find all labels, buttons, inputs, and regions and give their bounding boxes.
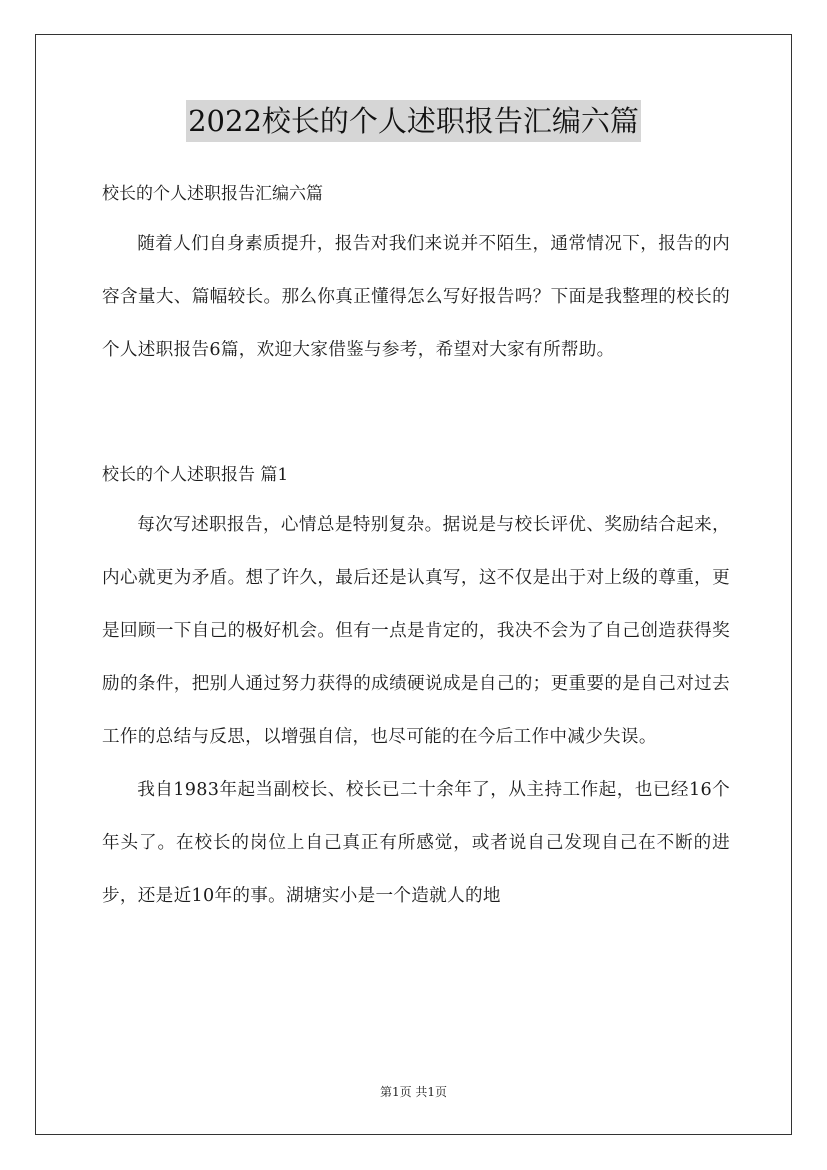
page-number: 第1页 共1页 [379,1085,448,1099]
body-paragraph: 每次写述职报告，心情总是特别复杂。据说是与校长评优、奖励结合起来，内心就更为矛盾。想了许久，最后还是认真写，这不仅是出于对上级的尊重，更是回顾一下自己的极好机会。但有一点是肯定的，我决不会为了自己创造获得奖励的条件，把别人通过努力获得的成绩硬说成是自己的；更重要的是自己对过去工作的总结与反思，以增强自信，也尽可能的在今后工作中减少失误。 [102,515,730,747]
title-container [0,100,827,142]
document-body [102,170,730,923]
section-heading: 校长的个人述职报告 篇1 [102,465,289,485]
document-subtitle: 校长的个人述职报告汇编六篇 [102,184,323,204]
document-title: 2022校长的个人述职报告汇编六篇 [186,100,641,142]
page-footer [0,1083,827,1101]
intro-paragraph: 随着人们自身素质提升，报告对我们来说并不陌生，通常情况下，报告的内容含量大、篇幅较长。那么你真正懂得怎么写好报告吗？下面是我整理的校长的个人述职报告6篇，欢迎大家借鉴与参考，希望对大家有所帮助。 [102,234,730,360]
section-gap [102,377,730,451]
body-paragraph: 我自1983年起当副校长、校长已二十余年了，从主持工作起，也已经16个年头了。在校长的岗位上自己真正有所感觉，或者说自己发现自己在不断的进步，还是近10年的事。湖塘实小是一个造就人的地 [102,780,730,906]
